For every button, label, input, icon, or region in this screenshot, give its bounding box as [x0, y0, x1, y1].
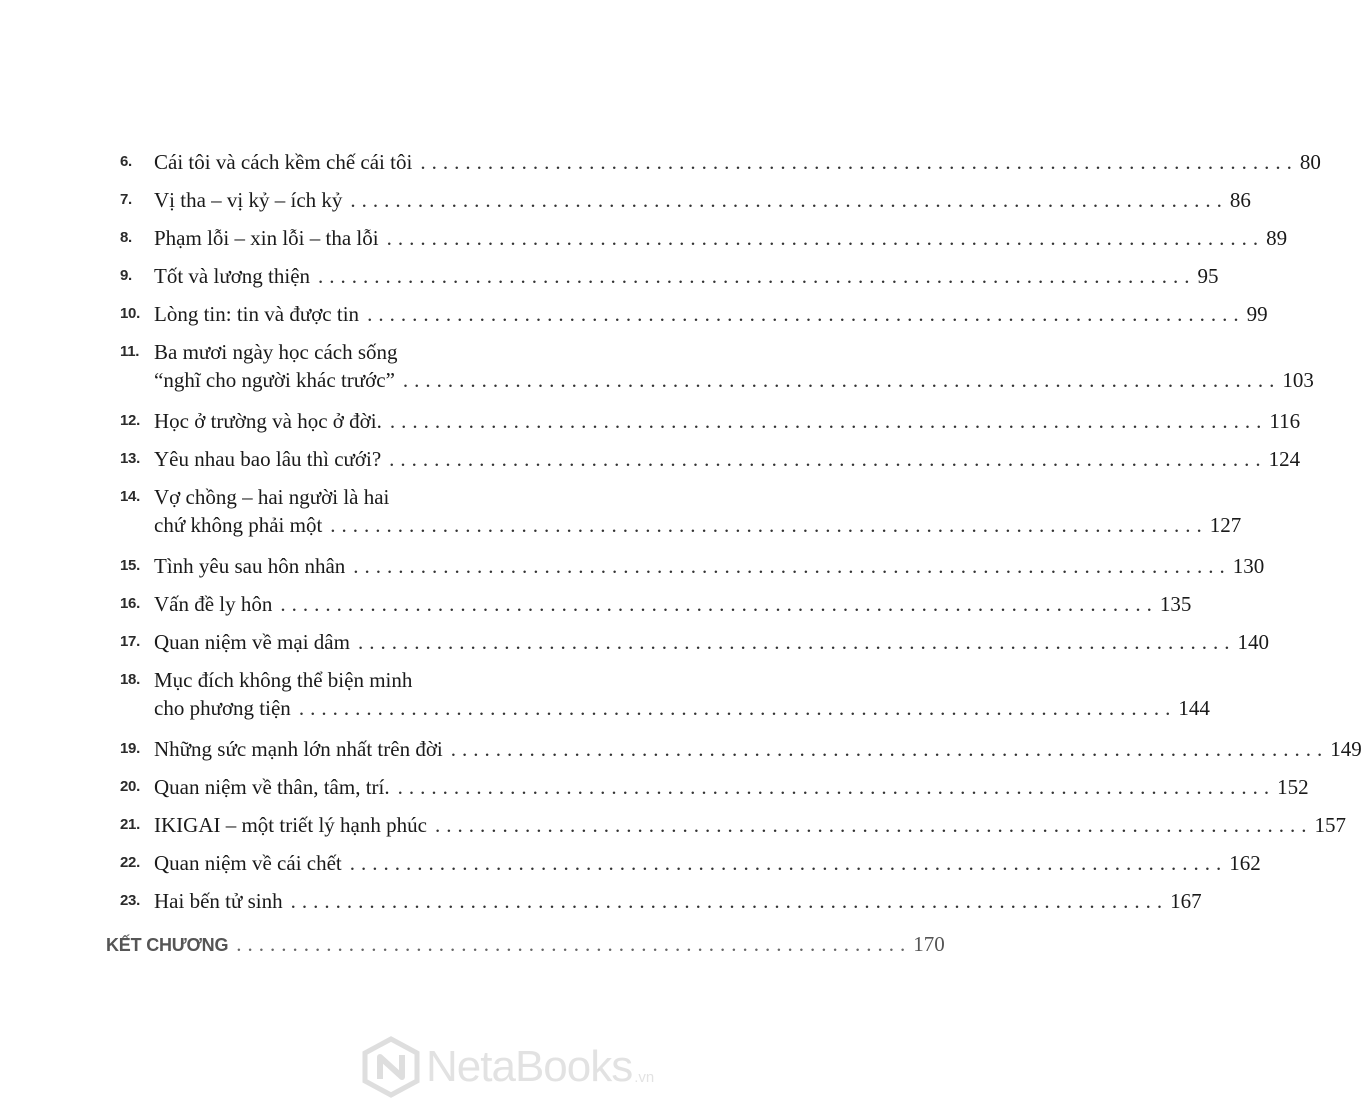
entry-text: [154, 300, 1268, 328]
entry-number: 6.: [120, 153, 132, 170]
entry-line: [154, 445, 1300, 473]
entry-number: 15.: [120, 557, 140, 574]
entry-text: [154, 445, 1300, 473]
dot-leader: ..............................................................................: [357, 630, 1236, 654]
entry-number: 12.: [120, 412, 140, 429]
entry-page-number: 89: [1266, 226, 1288, 250]
dot-leader: ............................................................: [236, 932, 912, 956]
toc-entry[interactable]: [120, 300, 1268, 326]
entry-line: [154, 186, 1251, 214]
entry-title: KẾT CHƯƠNG: [106, 935, 229, 955]
toc-entry[interactable]: [120, 811, 1346, 837]
entry-text: [154, 666, 1210, 722]
entry-line: [154, 262, 1219, 290]
entry-page-number: 140: [1237, 630, 1269, 654]
entry-page-number: 116: [1269, 409, 1301, 433]
entry-number: 17.: [120, 633, 140, 650]
watermark: [362, 1034, 692, 1100]
entry-title: Quan niệm về mại dâm: [154, 630, 350, 654]
entry-text: [154, 773, 1309, 801]
entry-title: “nghĩ cho người khác trước”: [154, 368, 395, 392]
entry-page-number: 170: [913, 932, 945, 956]
entry-number: 20.: [120, 778, 140, 795]
entry-title: Quan niệm về thân, tâm, trí.: [154, 775, 390, 799]
entry-number: 13.: [120, 450, 140, 467]
entry-title: IKIGAI – một triết lý hạnh phúc: [154, 813, 427, 837]
dot-leader: ..............................................................................: [386, 226, 1265, 250]
entry-page-number: 167: [1170, 889, 1202, 913]
entry-page-number: 157: [1314, 813, 1346, 837]
entry-text: [154, 552, 1264, 580]
entry-line: [154, 694, 1210, 722]
toc-entry[interactable]: [120, 773, 1309, 799]
dot-leader: ..............................................................................: [330, 513, 1208, 537]
entry-title: Yêu nhau bao lâu thì cưới?: [154, 447, 382, 471]
entry-line: [154, 811, 1346, 839]
entry-title: Vấn đề ly hôn: [154, 592, 273, 616]
entry-title: Tốt và lương thiện: [154, 264, 311, 288]
entry-line: [154, 628, 1269, 656]
entry-page-number: 124: [1268, 447, 1301, 471]
entry-title: chứ không phải một: [154, 513, 323, 537]
entry-text: [154, 849, 1261, 877]
entry-line: [154, 666, 1210, 694]
entry-text: [154, 590, 1191, 618]
dot-leader: ..............................................................................: [450, 737, 1329, 761]
entry-title: Phạm lỗi – xin lỗi – tha lỗi: [154, 226, 379, 250]
entry-line: [154, 511, 1241, 539]
watermark-brand: NetaBooks: [426, 1042, 633, 1091]
toc-entry[interactable]: [120, 262, 1219, 288]
dot-leader: ..............................................................................: [367, 302, 1245, 326]
entry-page-number: 95: [1197, 264, 1219, 288]
entry-line: [154, 887, 1202, 915]
entry-text: [154, 407, 1300, 435]
toc-entry[interactable]: [120, 407, 1301, 433]
dot-leader: ..............................................................................: [353, 554, 1231, 578]
entry-number: 10.: [120, 305, 140, 322]
toc-entry[interactable]: [120, 148, 1321, 174]
dot-leader: ..............................................................................: [402, 368, 1281, 392]
toc-entry-ket-chuong[interactable]: [106, 930, 945, 959]
entry-line: [154, 300, 1268, 328]
entry-text: [154, 338, 1314, 394]
dot-leader: ..............................................................................: [389, 447, 1267, 471]
entry-title: Học ở trường và học ở đời.: [154, 409, 382, 433]
entry-number: 22.: [120, 854, 140, 871]
entry-title: Quan niệm về cái chết: [154, 851, 342, 875]
entry-number: 11.: [120, 343, 140, 360]
entry-page-number: 86: [1229, 188, 1251, 212]
toc-entry[interactable]: [120, 887, 1202, 913]
entry-title: cho phương tiện: [154, 696, 291, 720]
entry-page-number: 127: [1209, 513, 1242, 537]
dot-leader: ..............................................................................: [280, 592, 1158, 616]
entry-number: 8.: [120, 229, 132, 246]
entry-title: Mục đích không thể biện minh: [154, 668, 413, 692]
toc-entry[interactable]: [120, 849, 1261, 875]
toc-entry[interactable]: [120, 338, 1314, 394]
entry-page-number: 135: [1159, 592, 1192, 616]
entry-page-number: 103: [1282, 368, 1314, 392]
entry-number: 23.: [120, 892, 140, 909]
entry-title: Lòng tin: tin và được tin: [154, 302, 360, 326]
toc-entry[interactable]: [120, 483, 1242, 539]
entry-text: [154, 483, 1241, 539]
entry-title: Tình yêu sau hôn nhân: [154, 554, 346, 578]
entry-text: [154, 148, 1321, 176]
entry-line: [154, 224, 1287, 252]
entry-title: Vị tha – vị kỷ – ích kỷ: [154, 188, 343, 212]
entry-line: [154, 590, 1191, 618]
toc-entry[interactable]: [120, 445, 1301, 471]
entry-number: 16.: [120, 595, 140, 612]
entry-page-number: 130: [1232, 554, 1265, 578]
entry-number: 9.: [120, 267, 132, 284]
entry-page-number: 80: [1299, 150, 1321, 174]
table-of-contents: [120, 148, 1362, 925]
dot-leader: ..............................................................................: [290, 889, 1169, 913]
entry-line: [154, 407, 1300, 435]
entry-line: [154, 552, 1264, 580]
toc-entry[interactable]: [120, 552, 1265, 578]
entry-page-number: 99: [1246, 302, 1268, 326]
dot-leader: ..............................................................................: [389, 409, 1268, 433]
dot-leader: ..............................................................................: [350, 188, 1228, 212]
entry-number: 21.: [120, 816, 140, 833]
entry-line: [154, 366, 1314, 394]
entry-page-number: 152: [1277, 775, 1309, 799]
entry-text: [154, 628, 1269, 656]
entry-title: Cái tôi và cách kềm chế cái tôi: [154, 150, 413, 174]
entry-number: 19.: [120, 740, 140, 757]
dot-leader: ..............................................................................: [349, 851, 1228, 875]
toc-entry[interactable]: [120, 666, 1210, 722]
entry-page-number: 144: [1178, 696, 1210, 720]
entry-text: [154, 262, 1219, 290]
dot-leader: ..............................................................................: [397, 775, 1276, 799]
entry-text: [154, 186, 1251, 214]
entry-title: Vợ chồng – hai người là hai: [154, 485, 390, 509]
toc-entry[interactable]: [120, 186, 1251, 212]
entry-line: [154, 338, 1314, 366]
toc-entry[interactable]: [120, 590, 1192, 616]
entry-number: 18.: [120, 671, 140, 688]
entry-text: [154, 811, 1346, 839]
netabooks-logo-icon: [362, 1037, 420, 1097]
dot-leader: ..............................................................................: [298, 696, 1177, 720]
toc-entry[interactable]: [120, 628, 1269, 654]
entry-page-number: 162: [1229, 851, 1261, 875]
entry-number: 7.: [120, 191, 132, 208]
entry-page-number: 149: [1330, 737, 1362, 761]
toc-entry[interactable]: [120, 735, 1362, 761]
entry-line: [154, 735, 1362, 763]
entry-text: [154, 735, 1362, 763]
entry-line: [154, 483, 1241, 511]
entry-title: Hai bến tử sinh: [154, 889, 283, 913]
entry-line: [154, 773, 1309, 801]
watermark-tld: .vn: [634, 1069, 655, 1086]
dot-leader: ..............................................................................: [420, 150, 1298, 174]
entry-number: 14.: [120, 488, 140, 505]
dot-leader: ..............................................................................: [318, 264, 1196, 288]
entry-text: [154, 224, 1287, 252]
dot-leader: ..............................................................................: [434, 813, 1313, 837]
entry-text: [154, 887, 1202, 915]
toc-entry[interactable]: [120, 224, 1288, 250]
entry-line: [154, 148, 1321, 176]
entry-title: Ba mươi ngày học cách sống: [154, 340, 398, 364]
entry-title: Những sức mạnh lớn nhất trên đời: [154, 737, 443, 761]
entry-line: [154, 849, 1261, 877]
